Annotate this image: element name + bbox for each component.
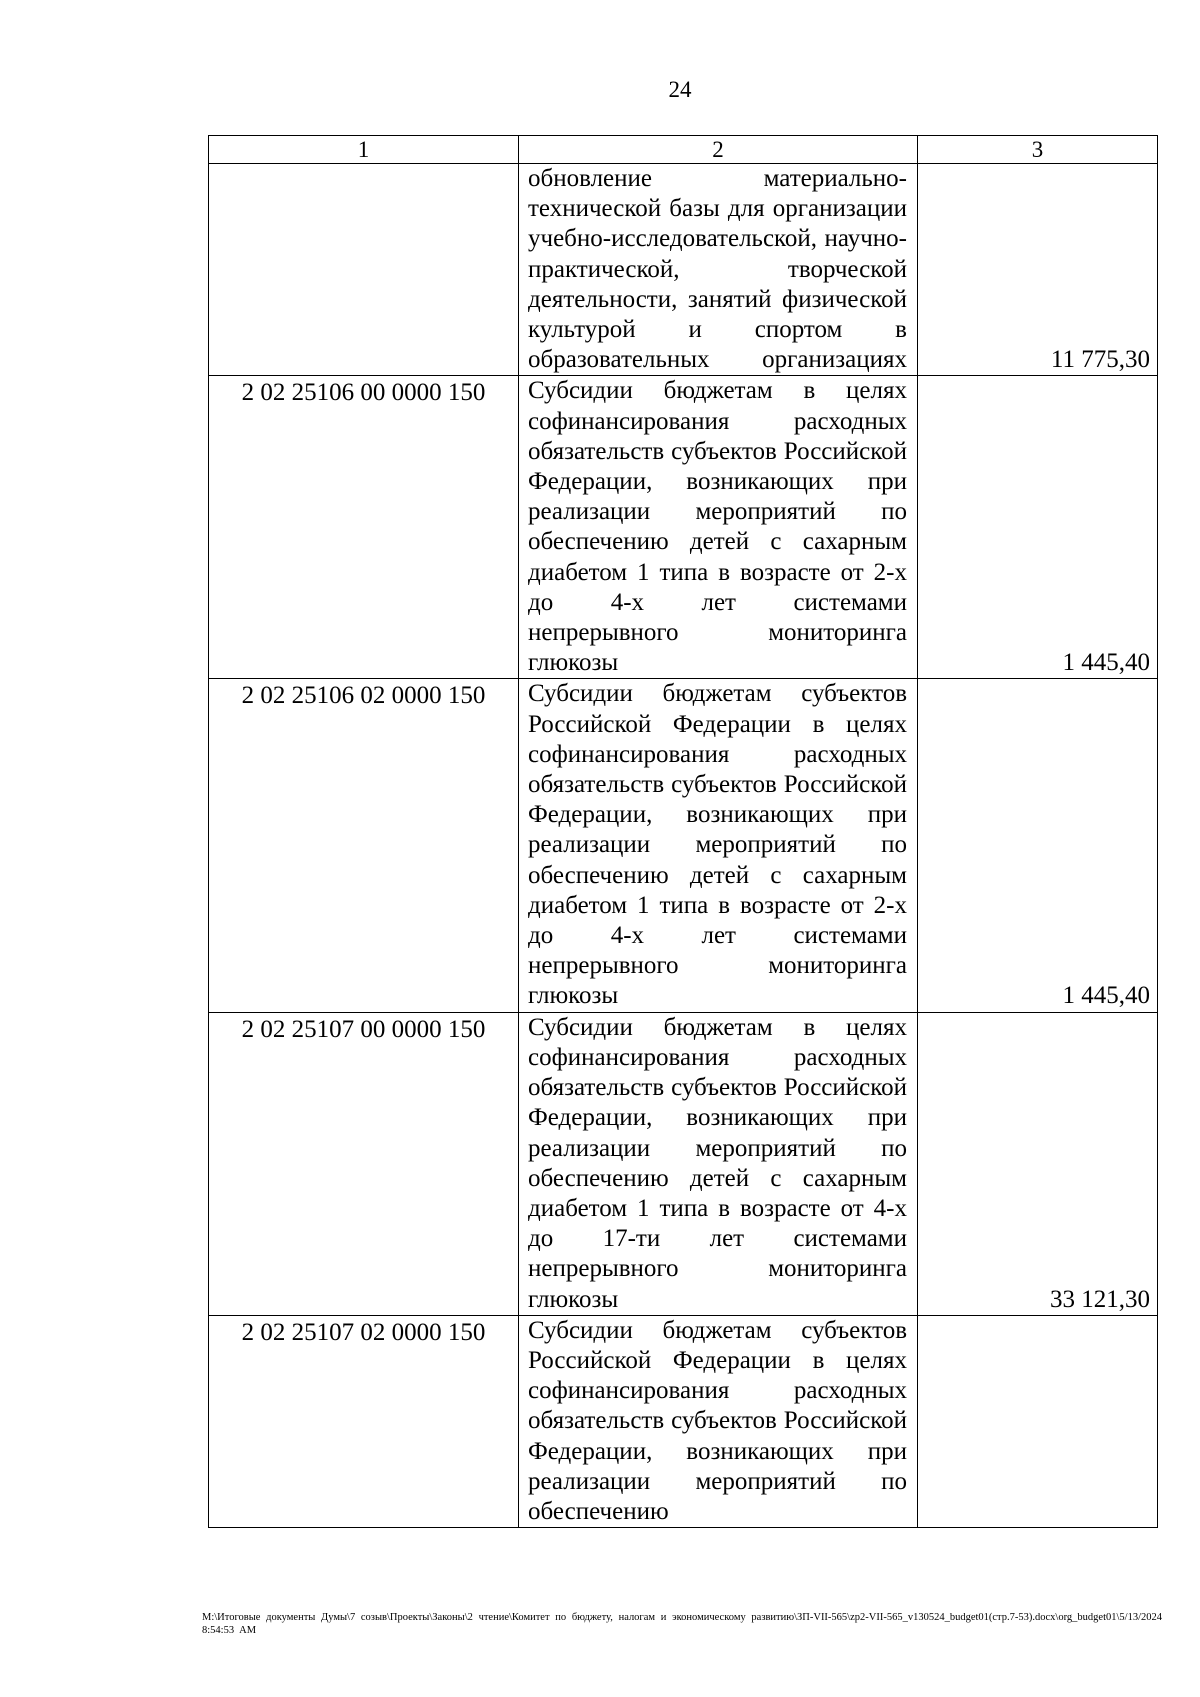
row-amount: 1 445,40: [918, 679, 1158, 1012]
document-path-footer: M:\Итоговые документы Думы\7 созыв\Проекты\Законы\2 чтение\Комитет по бюджету, налогам и экономическому развитию\ЗП-VII-565\zp2-VII-565_v130524_budget01(стр.7-53).docx\org_budget01\5/13/2024 8:54:53 AM: [202, 1612, 1162, 1636]
row-code: 2 02 25107 02 0000 150: [209, 1315, 519, 1527]
row-code: 2 02 25106 00 0000 150: [209, 376, 519, 679]
row-code: 2 02 25106 02 0000 150: [209, 679, 519, 1012]
row-description: обновление материально-технической базы для организации учебно-исследовательской, научно-практической, творческой деятельности, занятий физической культурой и спортом в образовательных организациях: [519, 164, 918, 376]
header-col-3: 3: [918, 136, 1158, 164]
row-amount: [918, 1315, 1158, 1527]
row-description: Субсидии бюджетам в целях софинансирования расходных обязательств субъектов Российской Федерации, возникающих при реализации мероприятий по обеспечению детей с сахарным диабетом 1 типа в возрасте от 2-х до 4-х лет системами непрерывного мониторинга глюкозы: [519, 376, 918, 679]
table-row: [209, 1012, 1158, 1315]
table-row: [209, 1315, 1158, 1527]
table-row: [209, 679, 1158, 1012]
budget-table-container: [208, 135, 1158, 1528]
row-amount: 33 121,30: [918, 1012, 1158, 1315]
table-row: [209, 376, 1158, 679]
budget-table: [208, 135, 1158, 1528]
page-number: 24: [668, 77, 692, 102]
row-code: [209, 164, 519, 376]
row-description: Субсидии бюджетам в целях софинансирования расходных обязательств субъектов Российской Федерации, возникающих при реализации мероприятий по обеспечению детей с сахарным диабетом 1 типа в возрасте от 4-х до 17-ти лет системами непрерывного мониторинга глюкозы: [519, 1012, 918, 1315]
row-description: Субсидии бюджетам субъектов Российской Федерации в целях софинансирования расходных обязательств субъектов Российской Федерации, возникающих при реализации мероприятий по обеспечению детей с сахарным диабетом 1 типа в возрасте от 2-х до 4-х лет системами непрерывного мониторинга глюкозы: [519, 679, 918, 1012]
row-amount: 1 445,40: [918, 376, 1158, 679]
table-header-row: [209, 136, 1158, 164]
row-description: Субсидии бюджетам субъектов Российской Федерации в целях софинансирования расходных обязательств субъектов Российской Федерации, возникающих при реализации мероприятий по обеспечению: [519, 1315, 918, 1527]
table-row: [209, 164, 1158, 376]
row-amount: 11 775,30: [918, 164, 1158, 376]
header-col-1: 1: [209, 136, 519, 164]
header-col-2: 2: [519, 136, 918, 164]
row-code: 2 02 25107 00 0000 150: [209, 1012, 519, 1315]
